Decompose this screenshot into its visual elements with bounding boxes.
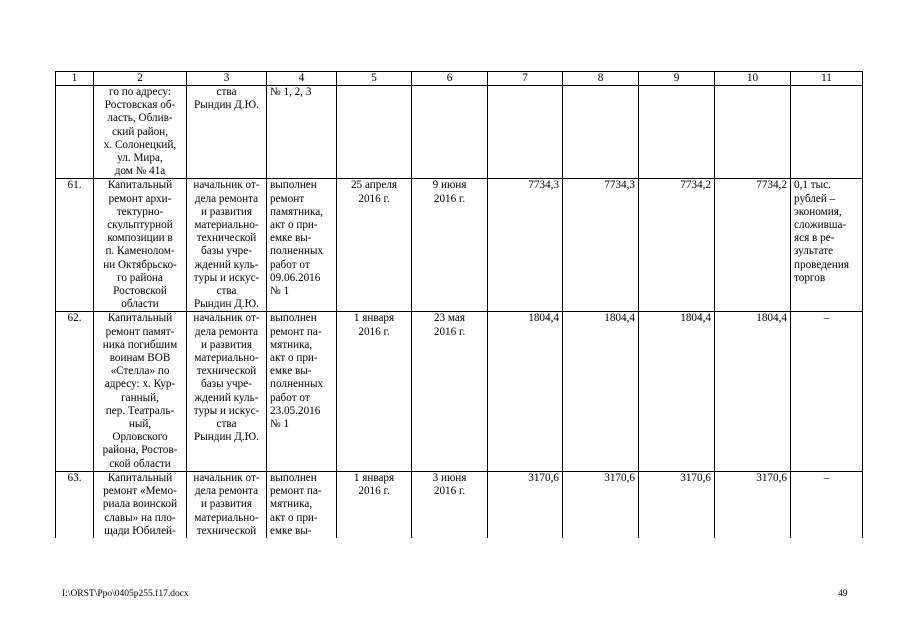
cell-line: композиции в <box>107 232 173 245</box>
cell-note <box>791 179 863 312</box>
cell-line: дела ремонта <box>194 485 259 498</box>
cell-line: ремонт <box>270 192 305 205</box>
cell-line: ремонт «Мемо- <box>103 485 177 498</box>
cell-line: ской области <box>109 457 171 470</box>
cell-line: 3 июня <box>432 471 467 484</box>
cell-line: емке вы- <box>270 365 312 378</box>
cell-status <box>267 179 337 312</box>
cell-line: № 1 <box>270 418 290 431</box>
cell-line: выполнен <box>270 179 317 192</box>
cell-end-date <box>412 471 488 538</box>
cell-value-10: 7734,2 <box>715 179 791 312</box>
cell-end-date <box>412 179 488 312</box>
cell-line: Рындин Д.Ю. <box>194 431 259 444</box>
table-row <box>56 179 863 312</box>
cell-line: 2016 г. <box>358 485 390 498</box>
table-row <box>56 471 863 538</box>
cell-empty <box>791 86 863 179</box>
cell-line: ул. Мира, <box>117 152 163 165</box>
cell-line: 2016 г. <box>358 192 390 205</box>
cell-line: технической <box>196 232 257 245</box>
cell-line: ства <box>216 285 237 298</box>
cell-line: акт о при- <box>270 511 318 524</box>
cell-line: Рындин Д.Ю. <box>194 298 259 311</box>
cell-line: работ от <box>270 258 310 271</box>
cell-value-8: 3170,6 <box>563 471 639 538</box>
cell-line: акт о при- <box>270 219 318 232</box>
cell-name <box>94 312 187 471</box>
cell-responsible <box>187 471 267 538</box>
cell-line: ласть, Облив- <box>107 112 173 125</box>
col-header: 3 <box>187 72 267 86</box>
cell-status <box>267 312 337 471</box>
cell-line: 1 января <box>353 471 395 484</box>
cell-line: торгов <box>794 271 826 284</box>
cell-empty <box>715 86 791 179</box>
cell-line: го по адресу: <box>109 86 171 98</box>
cell-line: материально- <box>194 219 259 232</box>
cell-line: ский район, <box>111 125 169 138</box>
col-header: 9 <box>639 72 715 86</box>
cell-note <box>791 471 863 538</box>
cell-line: 2016 г. <box>358 325 390 338</box>
cell-empty <box>337 86 412 179</box>
cell-line: 9 июня <box>432 179 467 192</box>
col-header: 7 <box>488 72 563 86</box>
cell-line: 23 мая <box>433 312 466 325</box>
cell-line: Рындин Д.Ю. <box>194 99 259 112</box>
cell-line: 2016 г. <box>433 485 466 498</box>
cell-line: х. Солонецкий, <box>103 138 177 151</box>
cell-line: ный, <box>128 418 152 431</box>
cell-line: № 1, 2, 3 <box>270 86 312 98</box>
column-number-row <box>56 72 863 86</box>
cell-line: ремонт па- <box>270 485 322 498</box>
cell-value-10: 1804,4 <box>715 312 791 471</box>
cell-start-date <box>337 312 412 471</box>
cell-line: яся в ре- <box>794 232 835 245</box>
cell-line: акт о при- <box>270 352 318 365</box>
cell-responsible <box>187 312 267 471</box>
document-table <box>55 71 863 538</box>
cell-responsible <box>187 86 267 179</box>
cell-line: работ от <box>270 391 310 404</box>
cell-line: го района <box>117 271 163 284</box>
cell-line: материально- <box>194 511 259 524</box>
cell-line: и развития <box>200 338 253 351</box>
cell-line: славы» на пло- <box>104 511 176 524</box>
cell-line: материально- <box>194 352 259 365</box>
cell-line: района, Ростов- <box>102 444 178 457</box>
cell-line: базы учре- <box>201 245 252 258</box>
cell-empty <box>412 86 488 179</box>
cell-num <box>56 86 94 179</box>
cell-line: емке вы- <box>270 524 312 537</box>
cell-line: п. Каменолом- <box>105 245 175 258</box>
cell-line: полненных <box>270 245 324 258</box>
cell-line: 09.06.2016 <box>270 271 321 284</box>
cell-note <box>791 312 863 471</box>
col-header: 1 <box>56 72 94 86</box>
cell-line: 23.05.2016 <box>270 404 321 417</box>
cell-value-7: 7734,3 <box>488 179 563 312</box>
cell-line: ганный, <box>121 391 159 404</box>
cell-line: адресу: х. Кур- <box>104 378 176 391</box>
cell-line: мятника, <box>270 338 313 351</box>
cell-responsible <box>187 179 267 312</box>
cell-start-date <box>337 471 412 538</box>
cell-value-7: 3170,6 <box>488 471 563 538</box>
cell-line: 0,1 тыс. <box>794 179 831 192</box>
cell-line: начальник от- <box>193 312 260 325</box>
cell-line: Орловского <box>112 431 168 444</box>
cell-line: начальник от- <box>193 471 260 484</box>
cell-line: Ростовской <box>113 285 167 298</box>
page-number: 49 <box>838 589 848 599</box>
cell-num: 62. <box>56 312 94 471</box>
cell-line: начальник от- <box>193 179 260 192</box>
cell-line: выполнен <box>270 312 317 325</box>
cell-status <box>267 86 337 179</box>
cell-line: ждений куль- <box>194 258 259 271</box>
cell-line: рублей – <box>794 192 836 205</box>
cell-line: «Стелла» по <box>110 365 170 378</box>
col-header: 6 <box>412 72 488 86</box>
cell-line: экономия, <box>794 205 842 218</box>
cell-line: дела ремонта <box>194 325 259 338</box>
col-header: 4 <box>267 72 337 86</box>
cell-end-date <box>412 312 488 471</box>
cell-value-9: 3170,6 <box>639 471 715 538</box>
cell-line: щади Юбилей- <box>104 524 176 537</box>
cell-line: ства <box>216 86 237 98</box>
cell-line: № 1 <box>270 285 290 298</box>
cell-line: – <box>823 312 830 325</box>
cell-line: и развития <box>200 498 253 511</box>
cell-line: ремонт памят- <box>105 325 175 338</box>
table-row <box>56 312 863 471</box>
cell-line: ремонт архи- <box>108 192 172 205</box>
cell-line: емке вы- <box>270 232 312 245</box>
cell-line: пер. Театраль- <box>105 404 175 417</box>
cell-value-10: 3170,6 <box>715 471 791 538</box>
cell-line: памятника, <box>270 205 324 218</box>
col-header: 2 <box>94 72 187 86</box>
continuation-row <box>56 86 863 179</box>
cell-value-8: 1804,4 <box>563 312 639 471</box>
cell-empty <box>639 86 715 179</box>
cell-line: сложившa- <box>794 219 847 232</box>
cell-value-9: 1804,4 <box>639 312 715 471</box>
cell-start-date <box>337 179 412 312</box>
col-header: 5 <box>337 72 412 86</box>
cell-line: ни Октябрьско- <box>103 258 177 271</box>
cell-line: скульптурной <box>107 219 173 232</box>
cell-line: и развития <box>200 205 253 218</box>
cell-value-8: 7734,3 <box>563 179 639 312</box>
cell-value-9: 7734,2 <box>639 179 715 312</box>
cell-line: 25 апреля <box>350 179 398 192</box>
cell-line: дела ремонта <box>194 192 259 205</box>
cell-line: выполнен <box>270 471 317 484</box>
cell-value-7: 1804,4 <box>488 312 563 471</box>
cell-status <box>267 471 337 538</box>
cell-line: туры и искус- <box>193 404 260 417</box>
cell-empty <box>563 86 639 179</box>
cell-name <box>94 86 187 179</box>
cell-line: технической <box>196 365 257 378</box>
cell-line: Ростовская об- <box>104 99 176 112</box>
cell-line: 2016 г. <box>433 325 466 338</box>
cell-line: 1 января <box>353 312 395 325</box>
cell-line: зультате <box>794 245 834 258</box>
cell-line: воинам ВОВ <box>109 352 171 365</box>
cell-num: 61. <box>56 179 94 312</box>
cell-line: ждений куль- <box>194 391 259 404</box>
cell-line: базы учре- <box>201 378 252 391</box>
cell-num: 63. <box>56 471 94 538</box>
cell-line: дом № 41а <box>114 165 166 178</box>
cell-line: ремонт па- <box>270 325 322 338</box>
cell-line: 2016 г. <box>433 192 466 205</box>
cell-line: Капитальный <box>107 471 173 484</box>
cell-line: мятника, <box>270 498 313 511</box>
cell-line: ства <box>216 418 237 431</box>
cell-line: тектурно- <box>116 205 164 218</box>
cell-line: – <box>823 471 830 484</box>
cell-line: области <box>121 298 159 311</box>
cell-line: технической <box>196 524 257 537</box>
cell-name <box>94 179 187 312</box>
cell-line: проведения <box>794 258 849 271</box>
cell-line: полненных <box>270 378 324 391</box>
cell-line: риала воинской <box>102 498 178 511</box>
footer-file-path: I:\ORST\Ppo\0405p255.f17.docx <box>62 589 189 599</box>
col-header: 11 <box>791 72 863 86</box>
cell-line: Капитальный <box>107 179 173 192</box>
cell-line: Капитальный <box>107 312 173 325</box>
col-header: 10 <box>715 72 791 86</box>
cell-empty <box>488 86 563 179</box>
cell-line: ника погибшим <box>102 338 178 351</box>
cell-name <box>94 471 187 538</box>
cell-line: туры и искус- <box>193 271 260 284</box>
col-header: 8 <box>563 72 639 86</box>
